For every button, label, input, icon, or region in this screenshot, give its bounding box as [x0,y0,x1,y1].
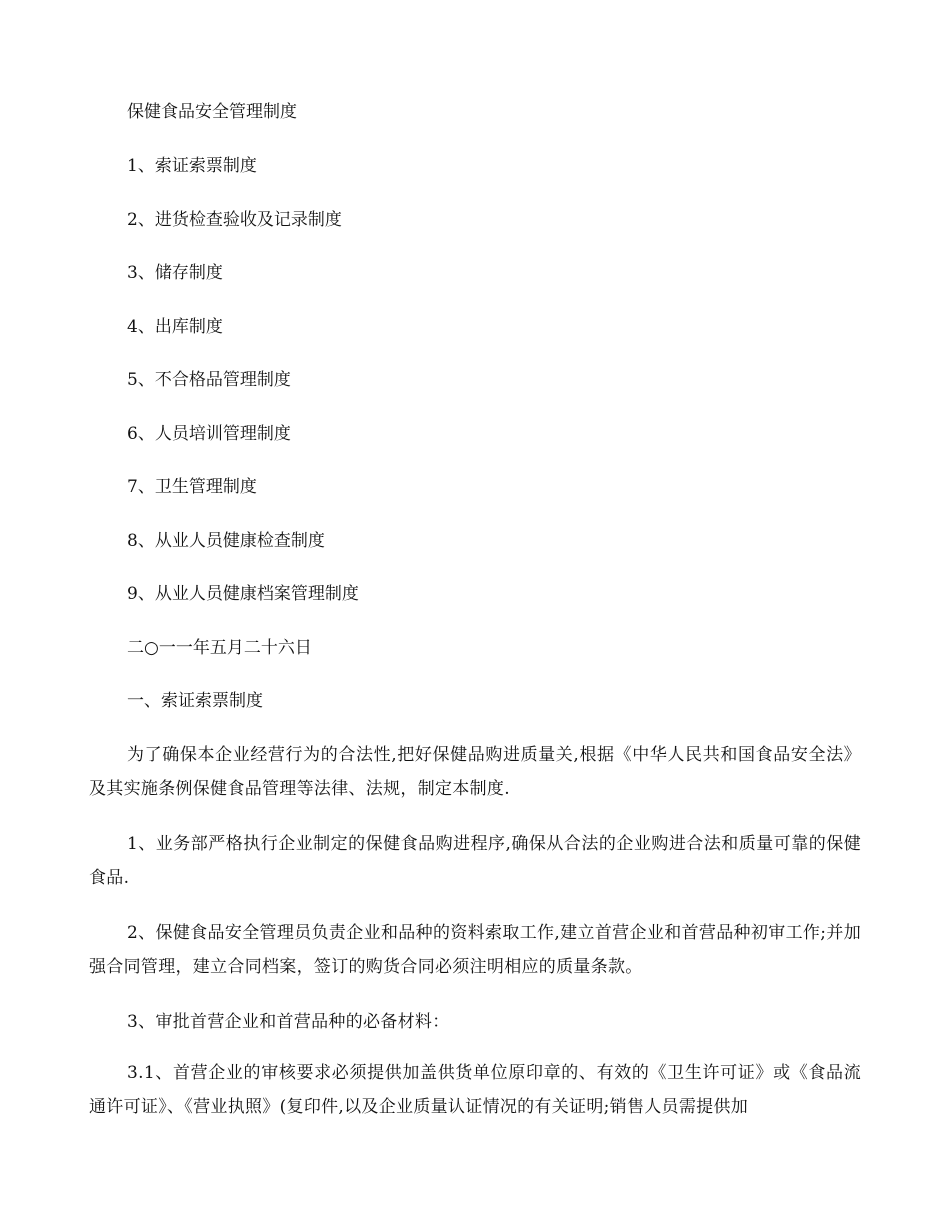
toc-item-8: 8、从业人员健康检查制度 [127,531,325,551]
toc-item-5: 5、不合格品管理制度 [127,370,291,390]
section-heading: 一、索证索票制度 [127,691,263,711]
toc-item-1: 1、索证索票制度 [127,156,257,176]
toc-item-3: 3、储存制度 [127,263,223,283]
toc-item-6: 6、人员培训管理制度 [127,424,291,444]
section-item-3: 3、审批首营企业和首营品种的必备材料： [127,1012,450,1032]
toc-item-2: 2、进货检查验收及记录制度 [127,210,342,230]
section-item-1: 1、业务部严格执行企业制定的保健食品购进程序,确保从合法的企业购进合法和质量可靠的保健食品. [89,834,861,888]
document-date: 二○一一年五月二十六日 [127,638,312,658]
toc-item-9: 9、从业人员健康档案管理制度 [127,584,359,604]
section-intro-paragraph: 为了确保本企业经营行为的合法性,把好保健品购进质量关,根据《中华人民共和国食品安全法》及其实施条例保健食品管理等法律、法规，制定本制度. [89,745,861,799]
section-item-2: 2、保健食品安全管理员负责企业和品种的资料索取工作,建立首营企业和首营品种初审工作;并加强合同管理，建立合同档案，签订的购货合同必须注明相应的质量条款。 [89,923,861,977]
toc-item-4: 4、出库制度 [127,317,223,337]
section-item-3-1: 3.1、首营企业的审核要求必须提供加盖供货单位原印章的、有效的《卫生许可证》或《食品流通许可证》、《营业执照》(复印件,以及企业质量认证情况的有关证明;销售人员需提供加 [89,1063,861,1117]
document-title: 保健食品安全管理制度 [127,102,297,122]
toc-item-7: 7、卫生管理制度 [127,477,257,497]
